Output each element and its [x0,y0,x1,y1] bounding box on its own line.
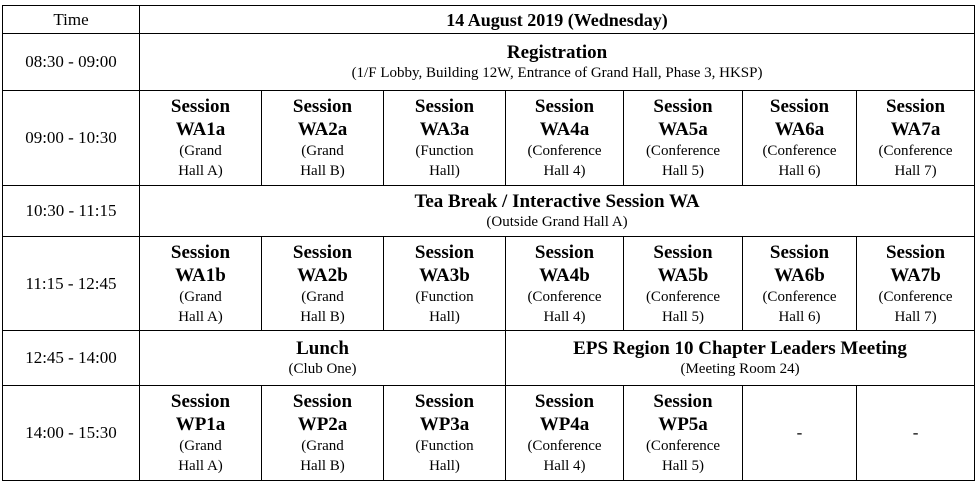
session-row [3,91,975,186]
session-code: WP4a [539,414,590,436]
session-room: Hall 5) [661,163,705,179]
session-room: (Grand [179,438,222,455]
session-room: (Function [415,288,474,305]
session-cell [140,91,262,186]
time-slot: 10:30 - 11:15 [3,185,140,236]
empty-cell: - [857,386,975,481]
event-title: EPS Region 10 Chapter Leaders Meeting [573,338,907,360]
session-room: Hall B) [300,308,345,325]
session-code: WA4b [539,264,590,286]
session-cell [262,236,384,331]
session-room: Hall B) [300,163,345,179]
event-location: (Outside Grand Hall A) [486,213,628,230]
session-cell [857,91,975,186]
time-slot: 08:30 - 09:00 [3,34,140,91]
session-label: Session [885,241,946,263]
session-cell [384,91,506,186]
session-cell [857,236,975,331]
event-location: (Meeting Room 24) [680,361,800,378]
time-slot: 11:15 - 12:45 [3,236,140,331]
session-cell [506,386,624,481]
session-room: (Conference [527,438,602,455]
header-row [3,6,975,34]
session-cell [743,91,857,186]
chapter-meeting-cell [506,331,975,386]
session-label: Session [414,241,475,263]
session-room: (Conference [878,288,953,305]
session-cell [262,91,384,186]
session-room: (Conference [527,143,602,159]
session-cell [384,236,506,331]
session-room: Hall 4) [543,458,586,475]
time-slot: 12:45 - 14:00 [3,331,140,386]
event-location: (Club One) [288,361,357,378]
event-title: Registration [506,42,608,64]
tea-break-row [3,185,975,236]
session-room: Hall 7) [894,308,937,325]
session-code: WA5b [657,264,709,286]
session-room: Hall 4) [543,308,586,325]
session-label: Session [534,391,595,413]
session-code: WA6b [774,264,825,286]
session-code: WA1b [175,264,226,286]
event-title: Tea Break / Interactive Session WA [414,190,700,212]
session-code: WA5a [658,119,708,140]
session-cell [624,386,743,481]
session-label: Session [414,96,475,117]
registration-cell [140,34,975,91]
session-code: WA6a [774,119,825,140]
session-cell [624,91,743,186]
session-cell [506,91,624,186]
tea-break-cell [140,185,975,236]
session-cell [743,236,857,331]
schedule-table [2,5,975,481]
session-label: Session [653,241,713,263]
session-row [3,236,975,331]
event-location: (1/F Lobby, Building 12W, Entrance of Grand Hall, Phase 3, HKSP) [351,65,763,82]
session-code: WA2a [297,119,348,140]
session-label: Session [292,391,353,413]
session-row [3,386,975,481]
session-room: (Grand [301,438,344,455]
session-cell [140,236,262,331]
session-code: WA7b [890,264,941,286]
session-code: WA2b [297,264,348,286]
session-room: (Conference [878,143,953,159]
session-code: WA4a [539,119,590,140]
session-room: Hall A) [178,163,223,179]
session-code: WA7a [890,119,941,140]
time-column-header: Time [3,6,140,34]
session-code: WA3a [419,119,470,140]
session-room: Hall 7) [894,163,937,179]
session-cell [506,236,624,331]
session-room: Hall A) [178,308,223,325]
session-label: Session [414,391,475,413]
session-room: Hall) [429,458,460,475]
session-room: (Conference [645,143,721,159]
date-header: 14 August 2019 (Wednesday) [140,6,975,34]
session-room: (Grand [301,143,344,159]
session-room: Hall 4) [543,163,586,179]
session-room: (Conference [645,438,721,455]
session-label: Session [534,96,595,117]
session-code: WA3b [419,264,470,286]
session-cell [140,386,262,481]
session-label: Session [769,96,830,117]
session-label: Session [292,241,353,263]
time-slot: 09:00 - 10:30 [3,91,140,186]
session-label: Session [170,241,231,263]
session-code: WA1a [175,119,226,140]
time-slot: 14:00 - 15:30 [3,386,140,481]
session-label: Session [292,96,353,117]
session-label: Session [769,241,830,263]
session-room: Hall 6) [778,163,821,179]
session-code: WP3a [419,414,470,436]
registration-row [3,34,975,91]
session-room: (Conference [762,143,837,159]
session-label: Session [170,391,231,413]
session-label: Session [653,391,713,413]
session-label: Session [170,96,231,117]
session-room: Hall 5) [661,308,705,325]
session-room: (Conference [762,288,837,305]
session-room: (Grand [179,288,222,305]
session-room: Hall 6) [778,308,821,325]
session-room: (Function [415,143,474,159]
lunch-cell [140,331,506,386]
session-room: (Conference [645,288,721,305]
empty-cell: - [743,386,857,481]
session-cell [624,236,743,331]
session-room: Hall) [429,163,460,179]
session-room: Hall) [429,308,460,325]
session-code: WP1a [175,414,226,436]
session-room: Hall B) [300,458,345,475]
session-cell [384,386,506,481]
session-code: WP5a [658,414,708,436]
session-code: WP2a [297,414,348,436]
session-room: (Grand [179,143,222,159]
session-room: (Conference [527,288,602,305]
session-room: (Grand [301,288,344,305]
lunch-row [3,331,975,386]
session-label: Session [885,96,946,117]
session-label: Session [534,241,595,263]
session-room: (Function [415,438,474,455]
session-room: Hall A) [178,458,223,475]
session-label: Session [653,96,713,117]
session-cell [262,386,384,481]
event-title: Lunch [296,338,349,360]
session-room: Hall 5) [661,458,705,475]
